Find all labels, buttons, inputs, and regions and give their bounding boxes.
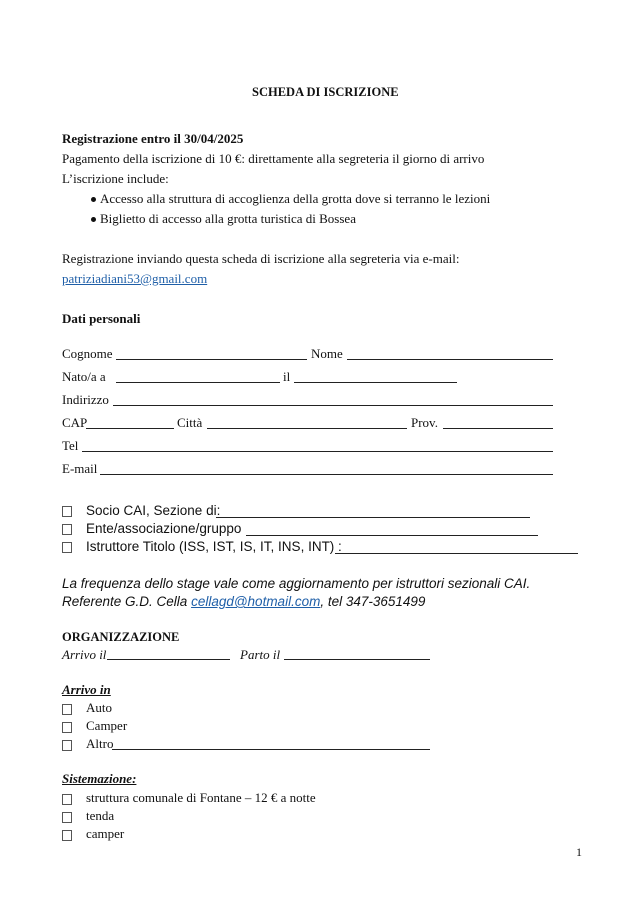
checkbox-icon[interactable] [62, 812, 72, 823]
socio-label: Socio CAI, Sezione di: [86, 503, 221, 518]
nato-field[interactable] [116, 382, 280, 383]
checkbox-icon[interactable] [62, 524, 72, 535]
sistemazione-option-label: camper [86, 826, 125, 841]
sistemazione-heading: Sistemazione: [62, 771, 137, 786]
arrivo-il-label: Arrivo il [62, 647, 107, 662]
bullet-icon [91, 197, 96, 202]
citta-label: Città [177, 415, 203, 430]
nome-label: Nome [311, 346, 343, 361]
include-item: Accesso alla struttura di accoglienza della grotta dove si terranno le lezioni [100, 191, 491, 206]
referente-email-link[interactable]: cellagd@hotmail.com [191, 594, 321, 609]
prov-label: Prov. [411, 415, 438, 430]
includes-label: L’iscrizione include: [62, 171, 169, 186]
cap-label: CAP [62, 415, 88, 430]
organizzazione-heading: ORGANIZZAZIONE [62, 630, 180, 644]
altro-field[interactable] [112, 749, 430, 750]
il-label: il [283, 369, 291, 384]
checkbox-icon[interactable] [62, 542, 72, 553]
nome-field[interactable] [347, 359, 553, 360]
email-field[interactable] [100, 474, 553, 475]
ente-label: Ente/associazione/gruppo [86, 521, 242, 536]
birthdate-field[interactable] [294, 382, 457, 383]
sistemazione-option-label: tenda [86, 808, 115, 823]
arrivo-option-label: Auto [86, 700, 112, 715]
registration-deadline: Registrazione entro il 30/04/2025 [62, 131, 244, 146]
include-item: Biglietto di accesso alla grotta turistica di Bossea [100, 211, 356, 226]
arrivo-option-camper[interactable] [62, 718, 127, 734]
checkbox-icon[interactable] [62, 722, 72, 733]
socio-option[interactable] [62, 503, 220, 519]
checkbox-icon[interactable] [62, 506, 72, 517]
sistemazione-option-camper[interactable] [62, 826, 124, 842]
bullet-icon [91, 217, 96, 222]
checkbox-icon[interactable] [62, 704, 72, 715]
cognome-field[interactable] [116, 359, 307, 360]
referente-tel: , tel 347-3651499 [320, 594, 426, 609]
page-title: SCHEDA DI ISCRIZIONE [252, 85, 399, 99]
email-intro: Registrazione inviando questa scheda di iscrizione alla segreteria via e-mail: [62, 251, 460, 266]
istruttore-option[interactable] [62, 539, 342, 555]
referente-text: Referente G.D. Cella [62, 594, 192, 609]
ente-option[interactable] [62, 521, 241, 537]
arrivo-option-label: Camper [86, 718, 128, 733]
cognome-label: Cognome [62, 346, 113, 361]
sistemazione-option-struttura[interactable] [62, 790, 316, 806]
prov-field[interactable] [443, 428, 553, 429]
page-number: 1 [576, 845, 582, 859]
checkbox-icon[interactable] [62, 794, 72, 805]
note-line2 [62, 594, 425, 610]
email-label: E-mail [62, 461, 98, 476]
arrivo-date-field[interactable] [107, 659, 230, 660]
parto-date-field[interactable] [284, 659, 430, 660]
sistemazione-option-label: struttura comunale di Fontane – 12 € a notte [86, 790, 316, 805]
tel-label: Tel [62, 438, 79, 453]
arrivo-option-auto[interactable] [62, 700, 112, 716]
payment-info: Pagamento della iscrizione di 10 €: direttamente alla segreteria il giorno di arrivo [62, 151, 485, 166]
indirizzo-field[interactable] [113, 405, 553, 406]
personal-heading: Dati personali [62, 311, 141, 326]
sistemazione-option-tenda[interactable] [62, 808, 114, 824]
nato-label: Nato/a a [62, 369, 106, 384]
tel-field[interactable] [82, 451, 553, 452]
istruttore-label: Istruttore Titolo (ISS, IST, IS, IT, INS, INT) : [86, 539, 342, 554]
citta-field[interactable] [207, 428, 407, 429]
arrivo-option-altro[interactable] [62, 736, 113, 752]
parto-il-label: Parto il [240, 647, 281, 662]
checkbox-icon[interactable] [62, 740, 72, 751]
arrivo-option-label: Altro [86, 736, 114, 751]
arrivo-heading: Arrivo in [62, 682, 111, 697]
indirizzo-label: Indirizzo [62, 392, 109, 407]
istruttore-field[interactable] [335, 553, 578, 554]
note-line1: La frequenza dello stage vale come aggiornamento per istruttori sezionali CAI. [62, 576, 531, 591]
socio-field[interactable] [216, 517, 530, 518]
checkbox-icon[interactable] [62, 830, 72, 841]
ente-field[interactable] [246, 535, 538, 536]
cap-field[interactable] [86, 428, 174, 429]
email-link[interactable]: patriziadiani53@gmail.com [62, 271, 208, 286]
